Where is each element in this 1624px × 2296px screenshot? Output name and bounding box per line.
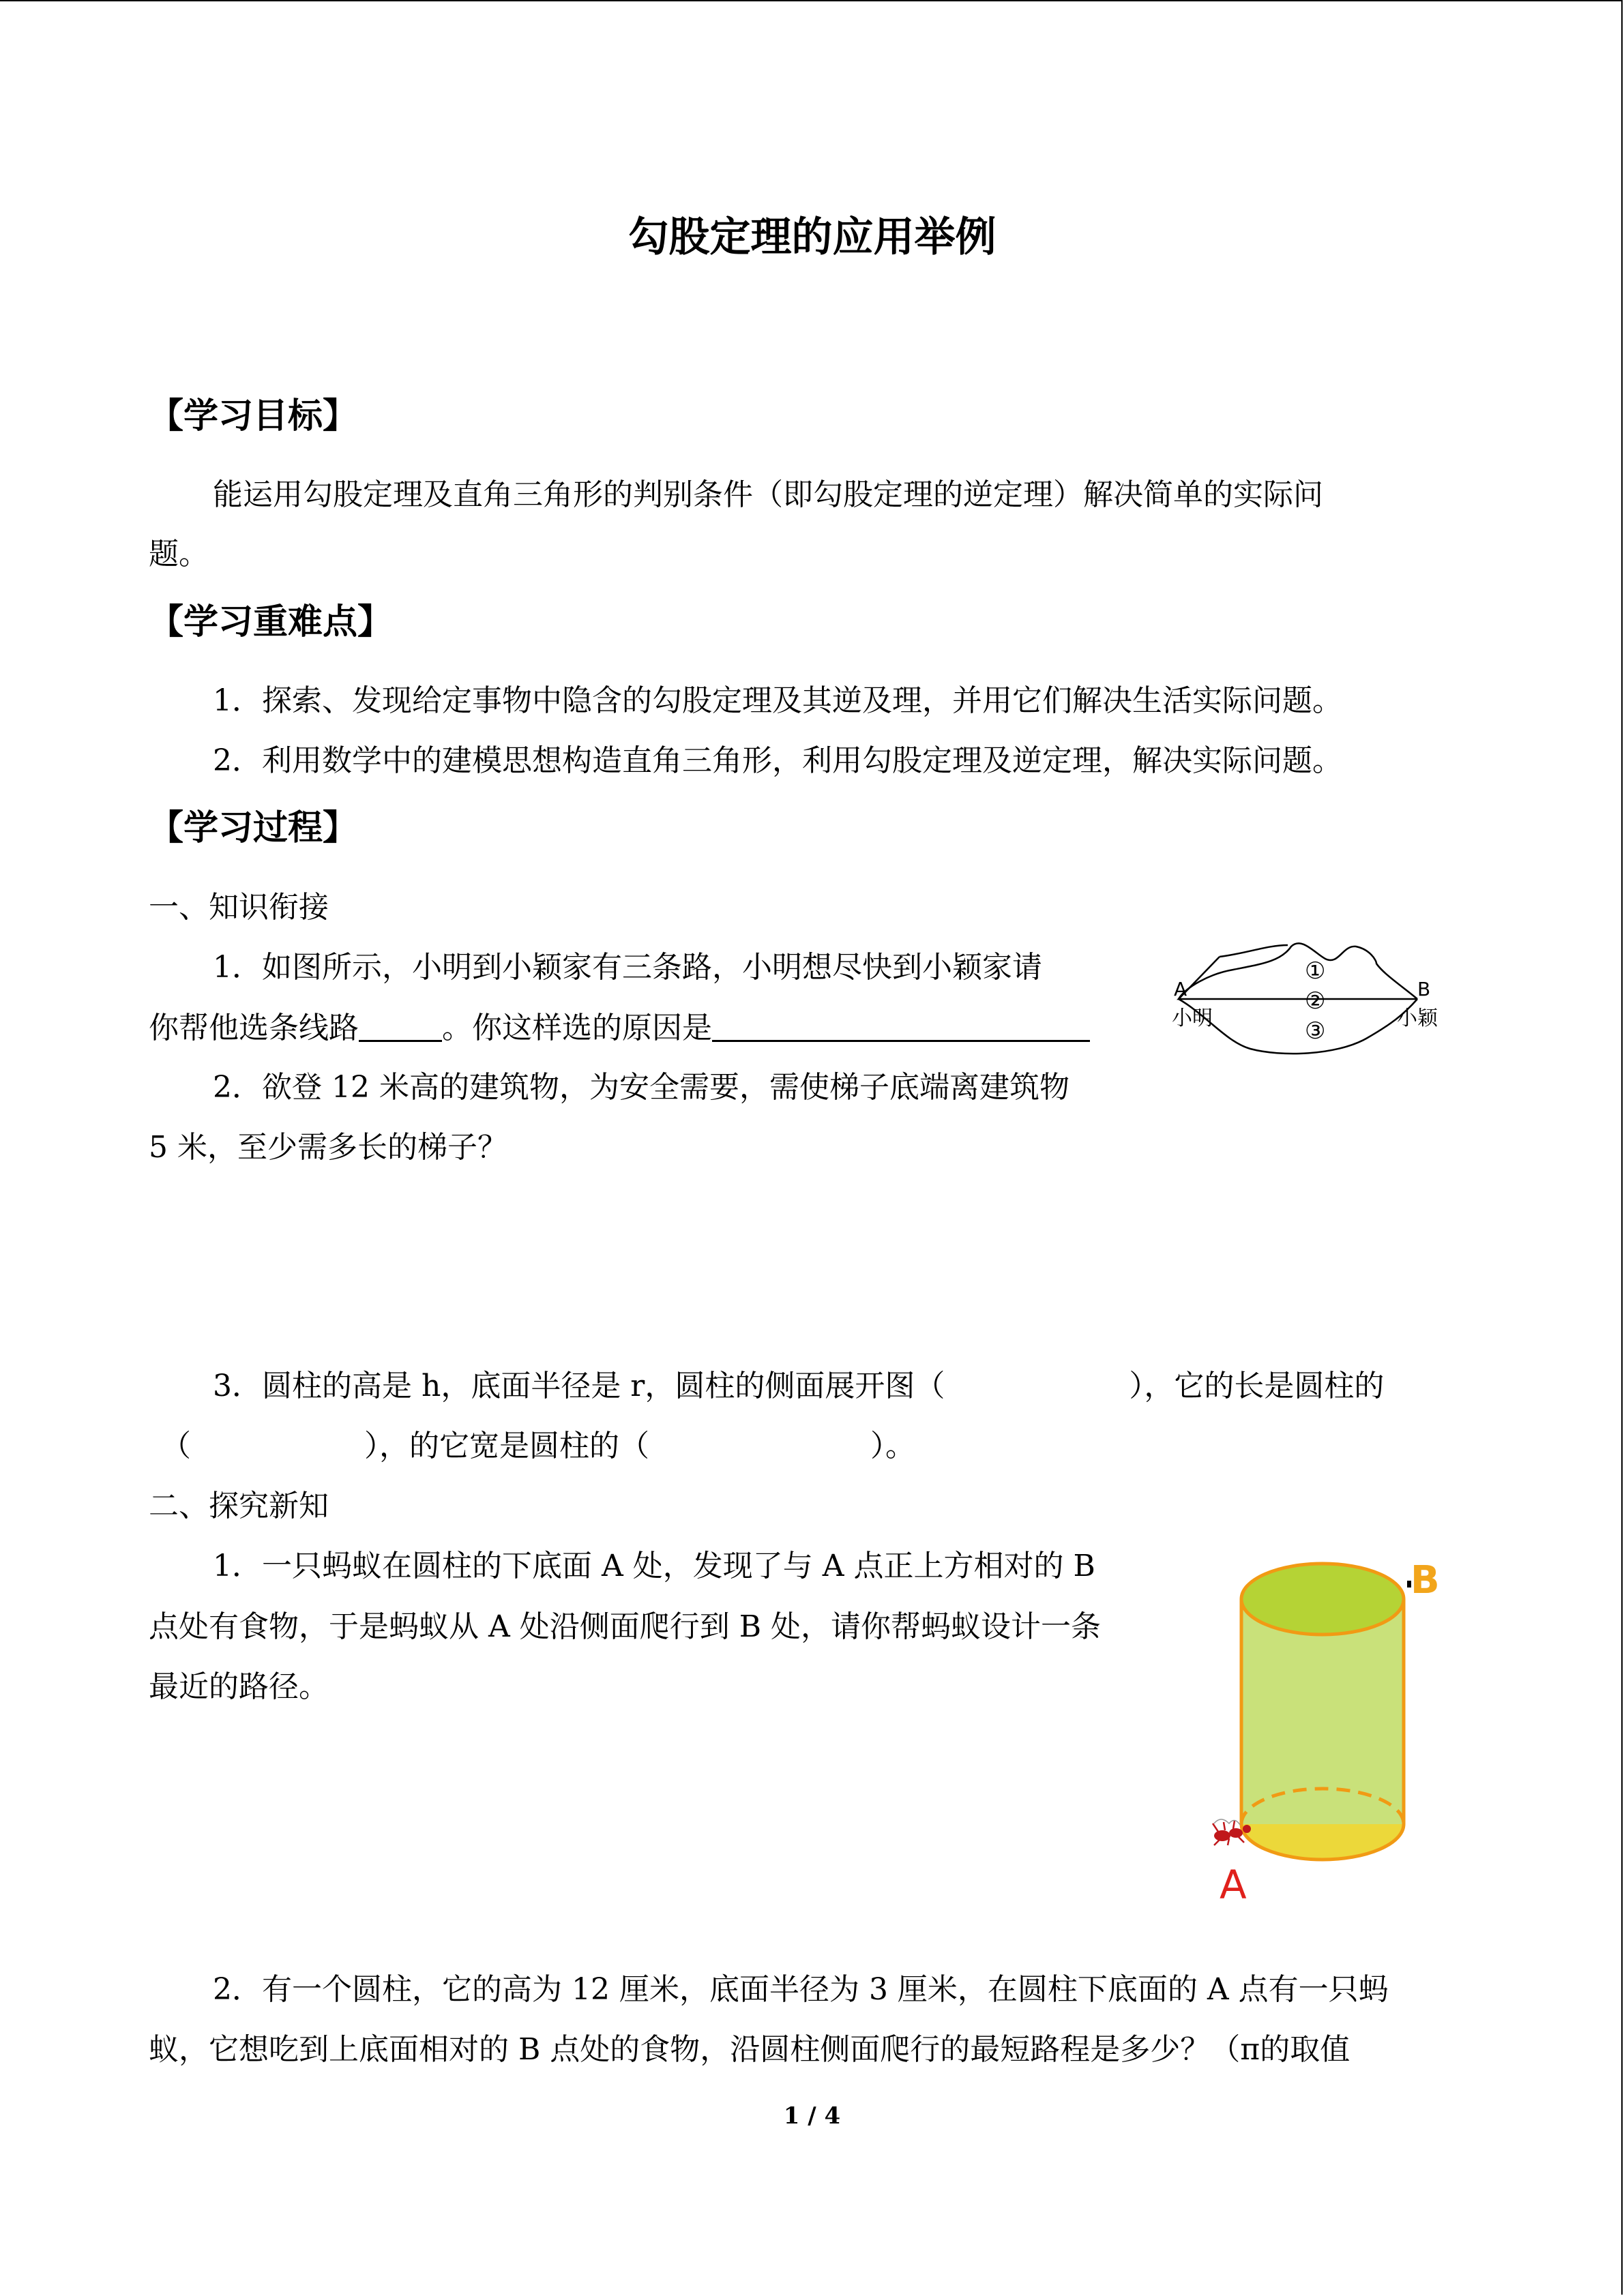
cylinder-top	[1241, 1564, 1404, 1635]
route-label-b: B	[1417, 978, 1431, 1000]
page-number: 1 / 4	[783, 2102, 841, 2130]
part1-q3-line2	[161, 1431, 915, 1461]
part2-q2-line2: 蚁，它想吃到上底面相对的 B 点处的食物，沿圆柱侧面爬行的最短路程是多少？（π的取值	[149, 2032, 1350, 2067]
route2-line	[1179, 957, 1417, 999]
part2-q1-line1: 1．一只蚂蚁在圆柱的下底面 A 处，发现了与 A 点正上方相对的 B	[213, 1549, 1095, 1583]
q3-line1-text-a: 3．圆柱的高是 h，底面半径是 r，圆柱的侧面展开图（	[213, 1369, 945, 1403]
part1-q2-line2: 5 米，至少需多长的梯子？	[149, 1130, 507, 1165]
route-figure	[1172, 940, 1458, 1062]
q3-line2-text-c: ）。	[870, 1429, 915, 1463]
reason-answer-blank[interactable]	[712, 1013, 1090, 1042]
key-point-item2: 2．利用数学中的建模思想构造直角三角形，利用勾股定理及逆定理，解决实际问题。	[213, 743, 1342, 778]
page-title: 勾股定理的应用举例	[628, 213, 996, 261]
key-points-heading: 【学习重难点】	[149, 601, 393, 642]
q3-line2-text-a: （	[161, 1429, 191, 1463]
part1-q1-line2	[149, 1013, 1090, 1043]
cylinder-figure	[1194, 1548, 1453, 1916]
route-name-a: 小明	[1172, 1007, 1213, 1030]
q1-line2-text-a: 你帮他选条线路	[149, 1011, 359, 1045]
route2-marker: ②	[1305, 987, 1326, 1015]
route3-marker: ③	[1305, 1017, 1326, 1045]
part1-q2-line1: 2．欲登 12 米高的建筑物，为安全需要，需使梯子底端离建筑物	[213, 1070, 1069, 1105]
route-answer-blank[interactable]	[359, 1013, 442, 1042]
objectives-text-line1: 能运用勾股定理及直角三角形的判别条件（即勾股定理的逆定理）解决简单的实际问	[213, 477, 1323, 512]
objectives-heading: 【学习目标】	[149, 396, 358, 436]
part1-q1-line1: 1．如图所示，小明到小颖家有三条路，小明想尽快到小颖家请	[213, 950, 1042, 985]
cylinder-label-b: B	[1411, 1558, 1440, 1602]
part1-title: 一、知识衔接	[149, 890, 329, 925]
cylinder-label-a: A	[1220, 1862, 1247, 1908]
route3-curve	[1179, 999, 1417, 1054]
route1-marker: ①	[1305, 957, 1326, 985]
q3-line2-text-b: ），的它宽是圆柱的（	[364, 1429, 649, 1463]
part2-q1-line3: 最近的路径。	[149, 1669, 329, 1704]
q3-line1-text-b: ），它的长是圆柱的	[1129, 1369, 1385, 1403]
part2-title: 二、探究新知	[149, 1489, 329, 1523]
part1-q3-line1	[213, 1371, 1384, 1401]
route1-curve	[1179, 943, 1417, 999]
process-heading: 【学习过程】	[149, 807, 358, 848]
route1-curve-left	[1220, 945, 1288, 957]
key-point-item1: 1．探索、发现给定事物中隐含的勾股定理及其逆及理，并用它们解决生活实际问题。	[213, 683, 1342, 718]
objectives-text-line2: 题。	[149, 537, 209, 571]
part2-q1-line2: 点处有食物，于是蚂蚁从 A 处沿侧面爬行到 B 处，请你帮蚂蚁设计一条	[149, 1609, 1102, 1644]
q1-line2-text-b: 。你这样选的原因是	[442, 1011, 712, 1045]
route-label-a: A	[1174, 978, 1187, 1000]
route-name-b: 小颖	[1397, 1007, 1438, 1030]
part2-q2-line1: 2．有一个圆柱，它的高为 12 厘米，底面半径为 3 厘米，在圆柱下底面的 A 点有一只蚂	[213, 1972, 1389, 2007]
